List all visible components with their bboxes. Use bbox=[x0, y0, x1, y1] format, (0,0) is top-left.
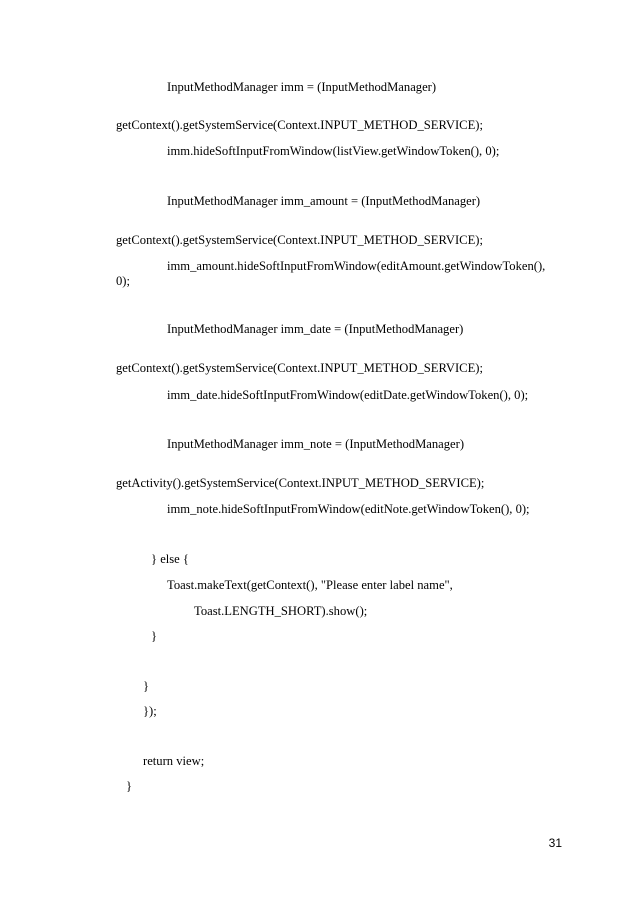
code-line: imm.hideSoftInputFromWindow(listView.getWindowToken(), 0); bbox=[167, 144, 500, 158]
code-line: } bbox=[151, 629, 158, 643]
code-line: InputMethodManager imm_amount = (InputMethodManager) bbox=[167, 194, 481, 208]
code-line: InputMethodManager imm_note = (InputMethodManager) bbox=[167, 437, 465, 451]
code-line: getContext().getSystemService(Context.INPUT_METHOD_SERVICE); bbox=[116, 233, 483, 247]
code-line: getActivity().getSystemService(Context.INPUT_METHOD_SERVICE); bbox=[116, 476, 485, 490]
code-line: imm_date.hideSoftInputFromWindow(editDate.getWindowToken(), 0); bbox=[167, 388, 529, 402]
code-line: getContext().getSystemService(Context.INPUT_METHOD_SERVICE); bbox=[116, 361, 483, 375]
code-line: imm_note.hideSoftInputFromWindow(editNote.getWindowToken(), 0); bbox=[167, 502, 530, 516]
code-line: imm_amount.hideSoftInputFromWindow(editAmount.getWindowToken(), bbox=[167, 259, 546, 273]
code-line: InputMethodManager imm_date = (InputMethodManager) bbox=[167, 322, 464, 336]
code-line: return view; bbox=[143, 754, 205, 768]
code-line: }); bbox=[143, 704, 157, 718]
code-line: InputMethodManager imm = (InputMethodManager) bbox=[167, 80, 437, 94]
code-line: } else { bbox=[151, 552, 189, 566]
code-line: } bbox=[143, 679, 150, 693]
code-line: Toast.LENGTH_SHORT).show(); bbox=[194, 604, 368, 618]
code-line: } bbox=[126, 779, 133, 793]
code-line: Toast.makeText(getContext(), "Please enter label name", bbox=[167, 578, 453, 592]
page-number: 31 bbox=[548, 836, 562, 850]
code-line: 0); bbox=[116, 274, 130, 288]
code-line: getContext().getSystemService(Context.INPUT_METHOD_SERVICE); bbox=[116, 118, 483, 132]
